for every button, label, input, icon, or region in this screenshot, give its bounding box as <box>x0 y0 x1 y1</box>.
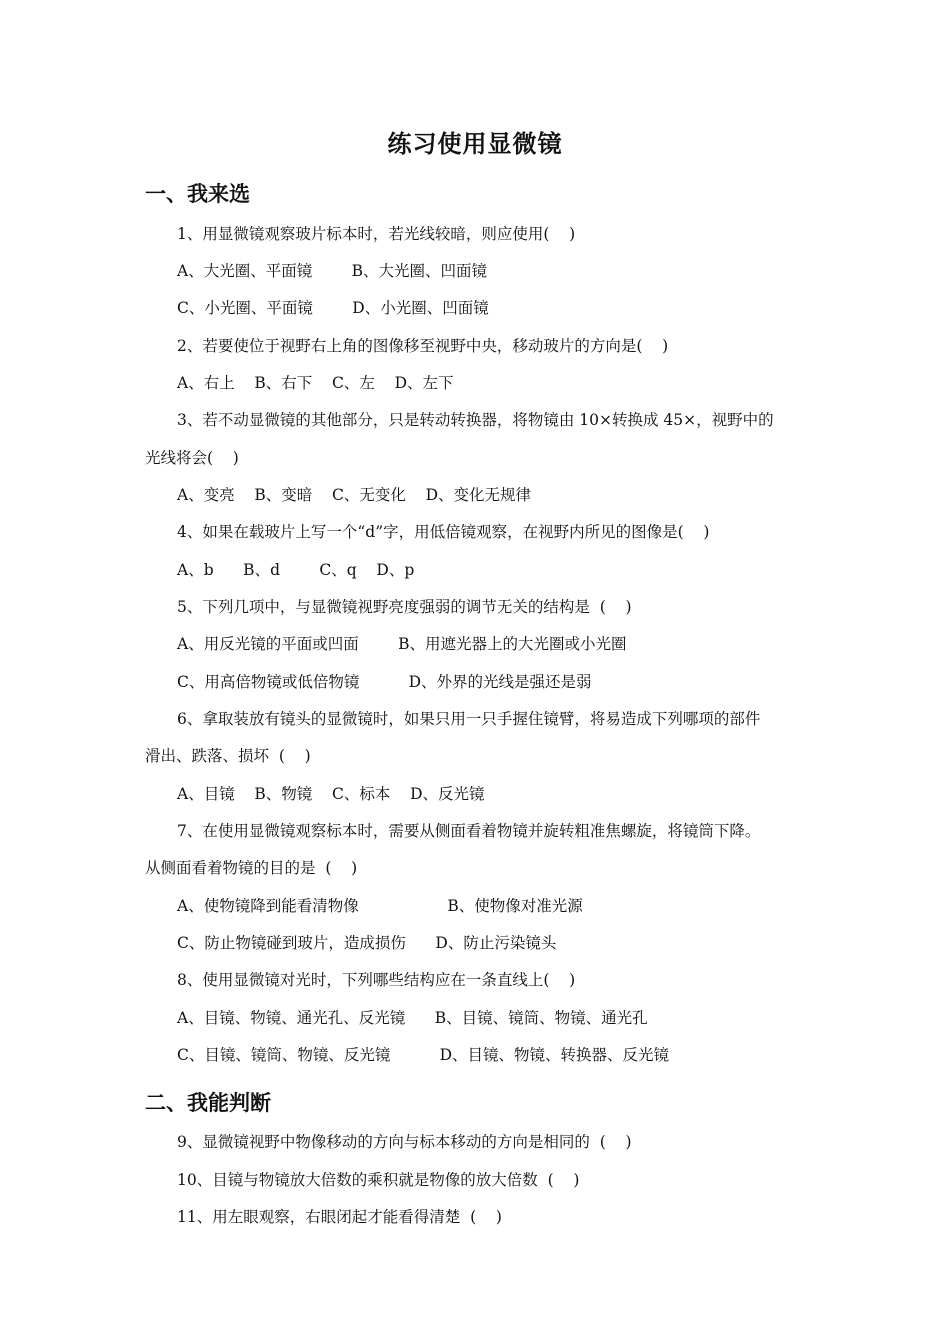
question-1-options-ab: A、大光圈、平面镜 B、大光圈、凹面镜 <box>177 262 488 280</box>
question-6-options: A、目镜 B、物镜 C、标本 D、反光镜 <box>177 785 485 803</box>
question-6-continued: 滑出、跌落、损坏 ( ) <box>145 747 311 765</box>
question-3: 3、若不动显微镜的其他部分，只是转动转换器，将物镜由 10×转换成 45×，视野中的 <box>177 411 774 429</box>
section-heading-choice: 一、我来选 <box>145 182 250 206</box>
page-title: 练习使用显微镜 <box>387 130 563 158</box>
question-10: 10、目镜与物镜放大倍数的乘积就是物像的放大倍数 ( ) <box>177 1171 580 1189</box>
question-7-continued: 从侧面看着物镜的目的是 ( ) <box>145 859 358 877</box>
question-3-options: A、变亮 B、变暗 C、无变化 D、变化无规律 <box>177 486 531 504</box>
question-5-options-cd: C、用高倍物镜或低倍物镜 D、外界的光线是强还是弱 <box>177 673 592 691</box>
question-6: 6、拿取装放有镜头的显微镜时，如果只用一只手握住镜臂，将易造成下列哪项的部件 <box>177 710 761 728</box>
question-7-options-ab: A、使物镜降到能看清物像 B、使物像对准光源 <box>177 897 583 915</box>
question-8: 8、使用显微镜对光时，下列哪些结构应在一条直线上( ) <box>177 971 576 989</box>
question-9: 9、显微镜视野中物像移动的方向与标本移动的方向是相同的 ( ) <box>177 1133 632 1151</box>
question-11: 11、用左眼观察，右眼闭起才能看得清楚 ( ) <box>177 1208 502 1226</box>
question-4: 4、如果在载玻片上写一个“d”字，用低倍镜观察，在视野内所见的图像是( ) <box>177 523 710 541</box>
question-2-options: A、右上 B、右下 C、左 D、左下 <box>177 374 454 392</box>
question-7-options-cd: C、防止物镜碰到玻片，造成损伤 D、防止污染镜头 <box>177 934 557 952</box>
question-8-options-ab: A、目镜、物镜、通光孔、反光镜 B、目镜、镜筒、物镜、通光孔 <box>177 1009 648 1027</box>
question-1: 1、用显微镜观察玻片标本时，若光线较暗，则应使用( ) <box>177 225 576 243</box>
question-7: 7、在使用显微镜观察标本时，需要从侧面看着物镜并旋转粗准焦螺旋，将镜筒下降。 <box>177 822 761 840</box>
section-heading-judgement: 二、我能判断 <box>145 1091 271 1115</box>
question-4-options: A、b B、d C、q D、p <box>177 561 415 579</box>
question-8-options-cd: C、目镜、镜筒、物镜、反光镜 D、目镜、物镜、转换器、反光镜 <box>177 1046 670 1064</box>
question-3-continued: 光线将会( ) <box>145 449 239 467</box>
question-2: 2、若要使位于视野右上角的图像移至视野中央，移动玻片的方向是( ) <box>177 337 669 355</box>
question-5: 5、下列几项中，与显微镜视野亮度强弱的调节无关的结构是 ( ) <box>177 598 632 616</box>
question-1-options-cd: C、小光圈、平面镜 D、小光圈、凹面镜 <box>177 299 489 317</box>
question-5-options-ab: A、用反光镜的平面或凹面 B、用遮光器上的大光圈或小光圈 <box>177 635 627 653</box>
